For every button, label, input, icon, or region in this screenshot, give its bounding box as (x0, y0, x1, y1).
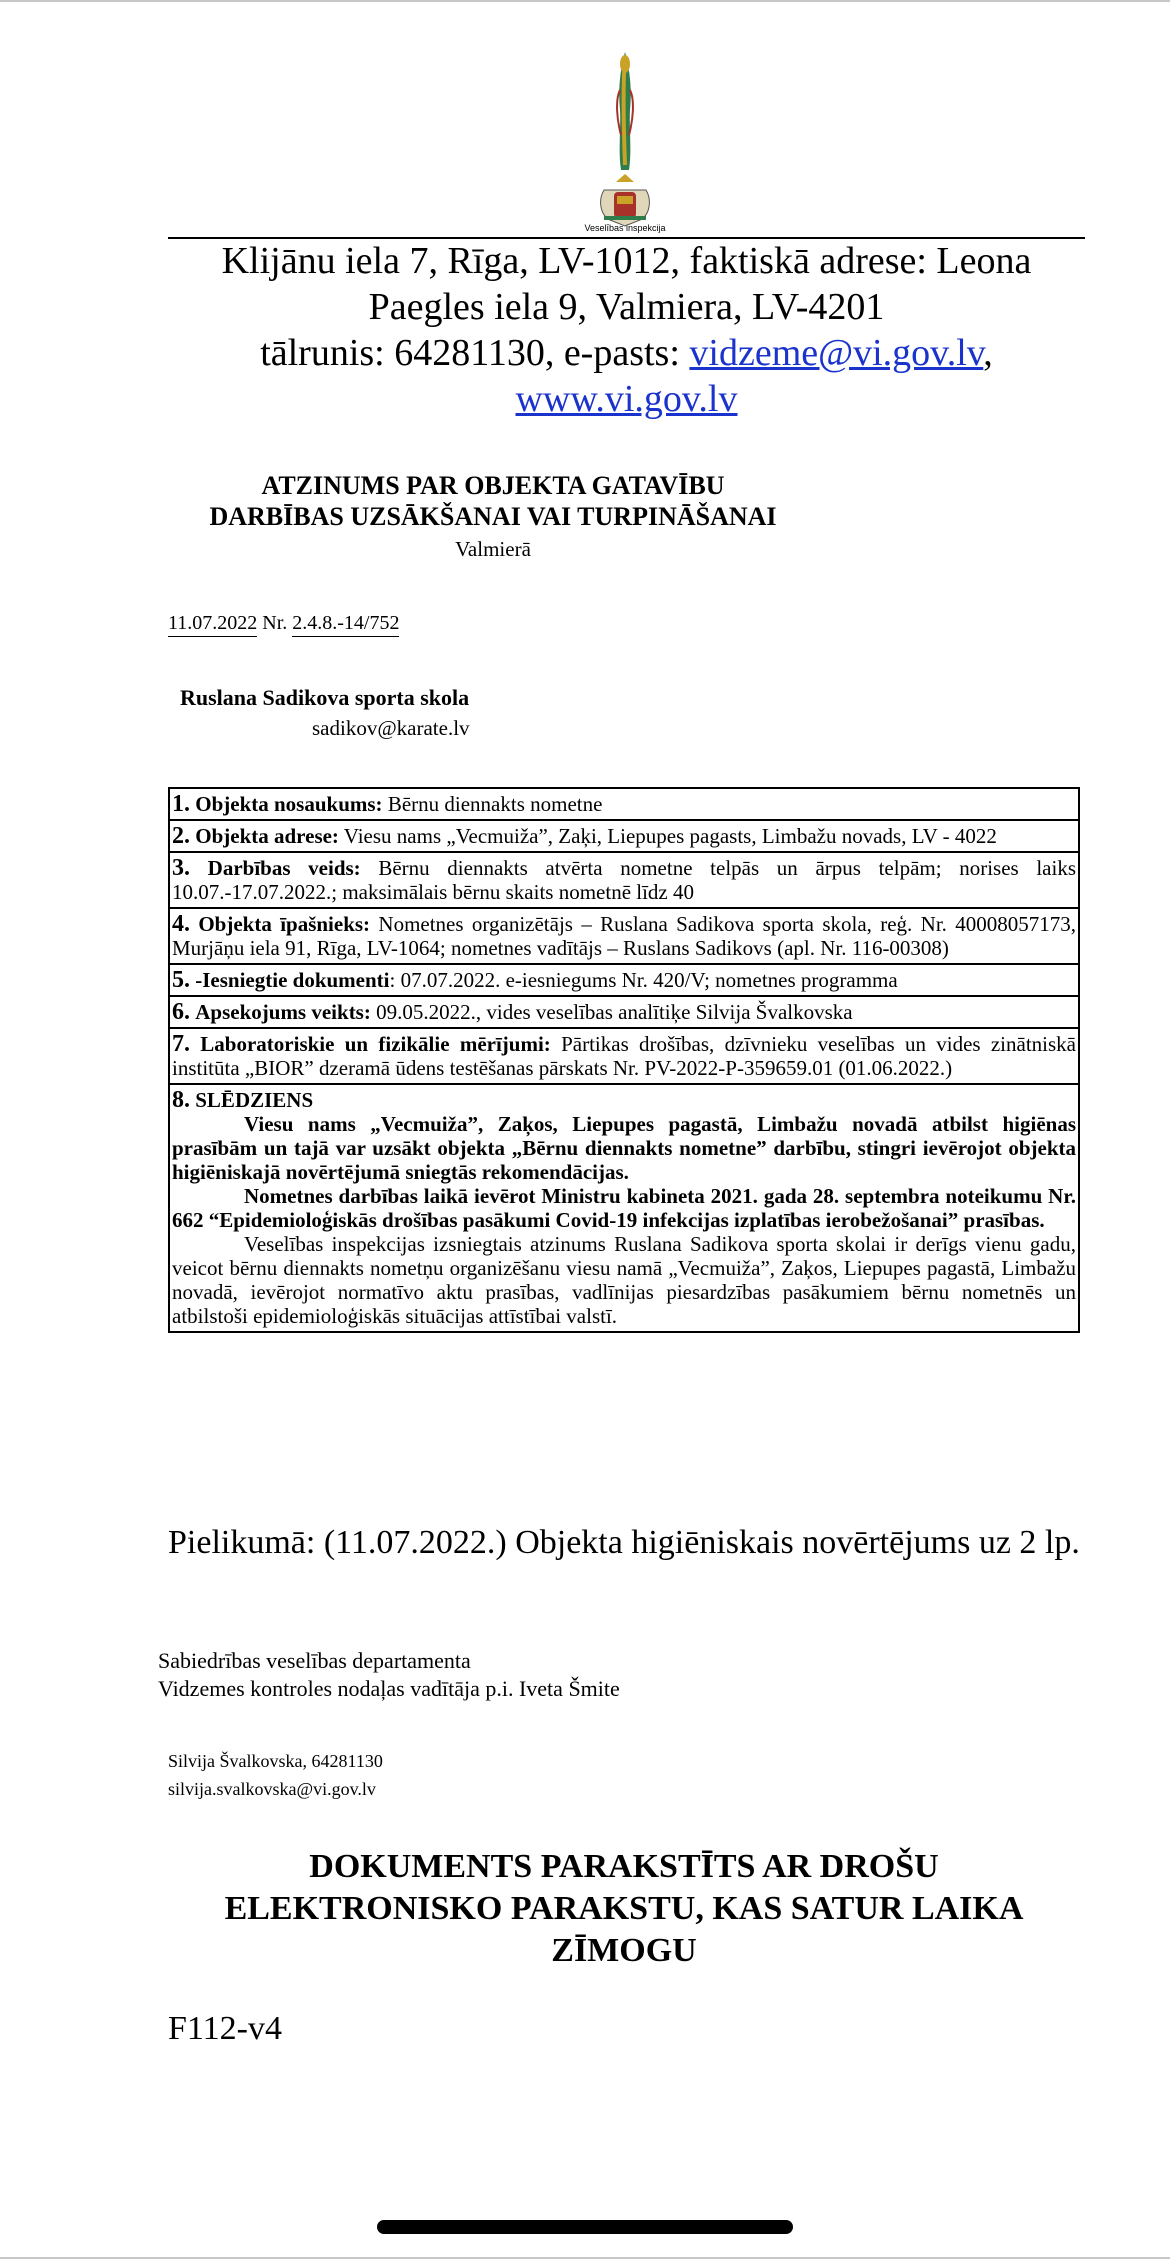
logo-caption: Veselības inspekcija (584, 223, 666, 233)
row-text: Viesu nams „Vecmuiža”, Zaķi, Liepupes pagasts, Limbažu novads, LV - 4022 (338, 824, 997, 848)
row-number: 1. (172, 791, 190, 817)
reference-line (168, 612, 399, 635)
coat-of-arms-icon (590, 50, 660, 236)
details-table (168, 787, 1080, 1333)
table-row (169, 1028, 1079, 1084)
conclusion-row (169, 1084, 1079, 1332)
top-border (0, 0, 1170, 2)
signature-notice-line-1: DOKUMENTS PARAKSTĪTS AR DROŠU (309, 1848, 939, 1885)
home-indicator[interactable] (377, 2220, 793, 2234)
nr-label: Nr. (262, 612, 288, 634)
website-link[interactable]: www.vi.gov.lv (515, 378, 738, 420)
form-code: F112-v4 (168, 2010, 282, 2047)
row-text: 09.05.2022., vides veselības analītiķe Silvija Švalkovska (370, 1000, 853, 1024)
row-number: 5. (172, 967, 190, 993)
row-text: Bērnu diennakts atvērta nometne telpās un ārpus telpām; norises laiks 10.07.-17.07.2022.; maksimālais bērnu skaits nometnē līdz 40 (172, 856, 1077, 904)
conclusion-paragraph-2: Nometnes darbības laikā ievērot Ministru kabineta 2021. gada 28. septembra noteikumu Nr. 662 “Epidemioloģiskās drošības pasākumi Covid-19 infekcijas izplatības ierobežošanai” prasības. (172, 1184, 1076, 1232)
address-line-2: Paegles iela 9, Valmiera, LV-4201 (368, 286, 885, 328)
table-row (169, 820, 1079, 852)
title-line-2: DARBĪBAS UZSĀKŠANAI VAI TURPINĀŠANAI (209, 502, 777, 531)
signature-notice-line-3: ZĪMOGU (551, 1932, 697, 1969)
row-text: Bērnu diennakts nometne (382, 792, 603, 816)
recipient-name: Ruslana Sadikova sporta skola (180, 685, 470, 710)
signer-name: Vidzemes kontroles nodaļas vadītāja p.i. Iveta Šmite (158, 1676, 620, 1701)
signature-notice-line-2: ELEKTRONISKO PARAKSTU, KAS SATUR LAIKA (224, 1890, 1024, 1927)
row-number: 4. (172, 911, 190, 937)
contact-line (168, 330, 1085, 376)
place: Valmierā (455, 537, 531, 561)
phone-text: tālrunis: 64281130, e-pasts: (260, 332, 690, 374)
contact-block (168, 1747, 383, 1803)
row-label: -Iesniegtie dokumenti (195, 968, 390, 992)
table-row (169, 964, 1079, 996)
row-number: 3. (172, 855, 190, 881)
appendix-note: Pielikumā: (11.07.2022.) Objekta higiēniskais novērtējums uz 2 lp. (168, 1524, 1080, 1561)
conclusion-paragraph-3: Veselības inspekcijas izsniegtais atzinums Ruslana Sadikova sporta skolai ir derīgs vienu gadu, veicot bērnu diennakts nometņu organizēšanu viesu namā „Vecmuiža”, Zaķos, Liepupes pagastā, Limbažu novadā, ievērojot normatīvo aktu prasības, vadlīnijas piesardzības pasākumiem bērnu nometnēs un atbilstoši epidemioloģiskās situācijas attīstībai valstī. (172, 1232, 1076, 1328)
row-label: Objekta nosaukums: (195, 792, 383, 816)
row-number: 6. (172, 999, 190, 1025)
comma: , (983, 332, 993, 374)
table-row (169, 908, 1079, 964)
conclusion-number: 8. (172, 1087, 190, 1113)
row-label: Laboratoriskie un fizikālie mērījumi: (200, 1032, 551, 1056)
row-text: : 07.07.2022. e-iesniegums Nr. 420/V; nometnes programma (389, 968, 898, 992)
conclusion-paragraph-1: Viesu nams „Vecmuiža”, Zaķos, Liepupes pagastā, Limbažu novadā atbilst higiēnas prasībām un tajā var uzsākt objekta „Bērnu diennakts nometne” darbību, stingri ievērojot objekta higiēniskajā novērtējumā sniegtās rekomendācijas. (172, 1112, 1076, 1184)
document-date: 11.07.2022 (168, 612, 257, 637)
table-row (169, 852, 1079, 908)
signature-notice (168, 1846, 1080, 1972)
signer-block (158, 1647, 620, 1703)
document-title (168, 470, 818, 532)
row-label: Objekta adrese: (195, 824, 339, 848)
row-label: Apsekojums veikts: (195, 1000, 371, 1024)
recipient-email: sadikov@karate.lv (312, 716, 470, 740)
address-line-1: Klijānu iela 7, Rīga, LV-1012, faktiskā adrese: Leona (221, 240, 1032, 282)
contact-name-phone: Silvija Švalkovska, 64281130 (168, 1751, 383, 1771)
conclusion-label: SLĒDZIENS (195, 1088, 314, 1112)
header-address (168, 238, 1085, 422)
document-number: 2.4.8.-14/752 (292, 612, 399, 637)
email-link[interactable]: vidzeme@vi.gov.lv (689, 332, 984, 374)
contact-email: silvija.svalkovska@vi.gov.lv (168, 1779, 376, 1799)
table-row (169, 996, 1079, 1028)
row-label: Objekta īpašnieks: (198, 912, 371, 936)
row-text: Pārtikas drošības, dzīvnieku veselības un vides zinātniskā institūta „BIOR” dzeramā ūdens testēšanas pārskats Nr. PV-2022-P-359659.01 (01.06.2022.) (172, 1032, 1077, 1080)
row-number: 7. (172, 1031, 190, 1057)
table-row (169, 788, 1079, 820)
row-number: 2. (172, 823, 190, 849)
row-text: Nometnes organizētājs – Ruslana Sadikova sporta skola, reģ. Nr. 40008057173, Murjāņu iela 91, Rīga, LV-1064; nometnes vadītājs – Ruslans Sadikovs (apl. Nr. 116-00308) (172, 912, 1076, 960)
title-line-1: ATZINUMS PAR OBJEKTA GATAVĪBU (261, 471, 725, 500)
signer-department: Sabiedrības veselības departamenta (158, 1648, 471, 1673)
row-label: Darbības veids: (207, 856, 361, 880)
